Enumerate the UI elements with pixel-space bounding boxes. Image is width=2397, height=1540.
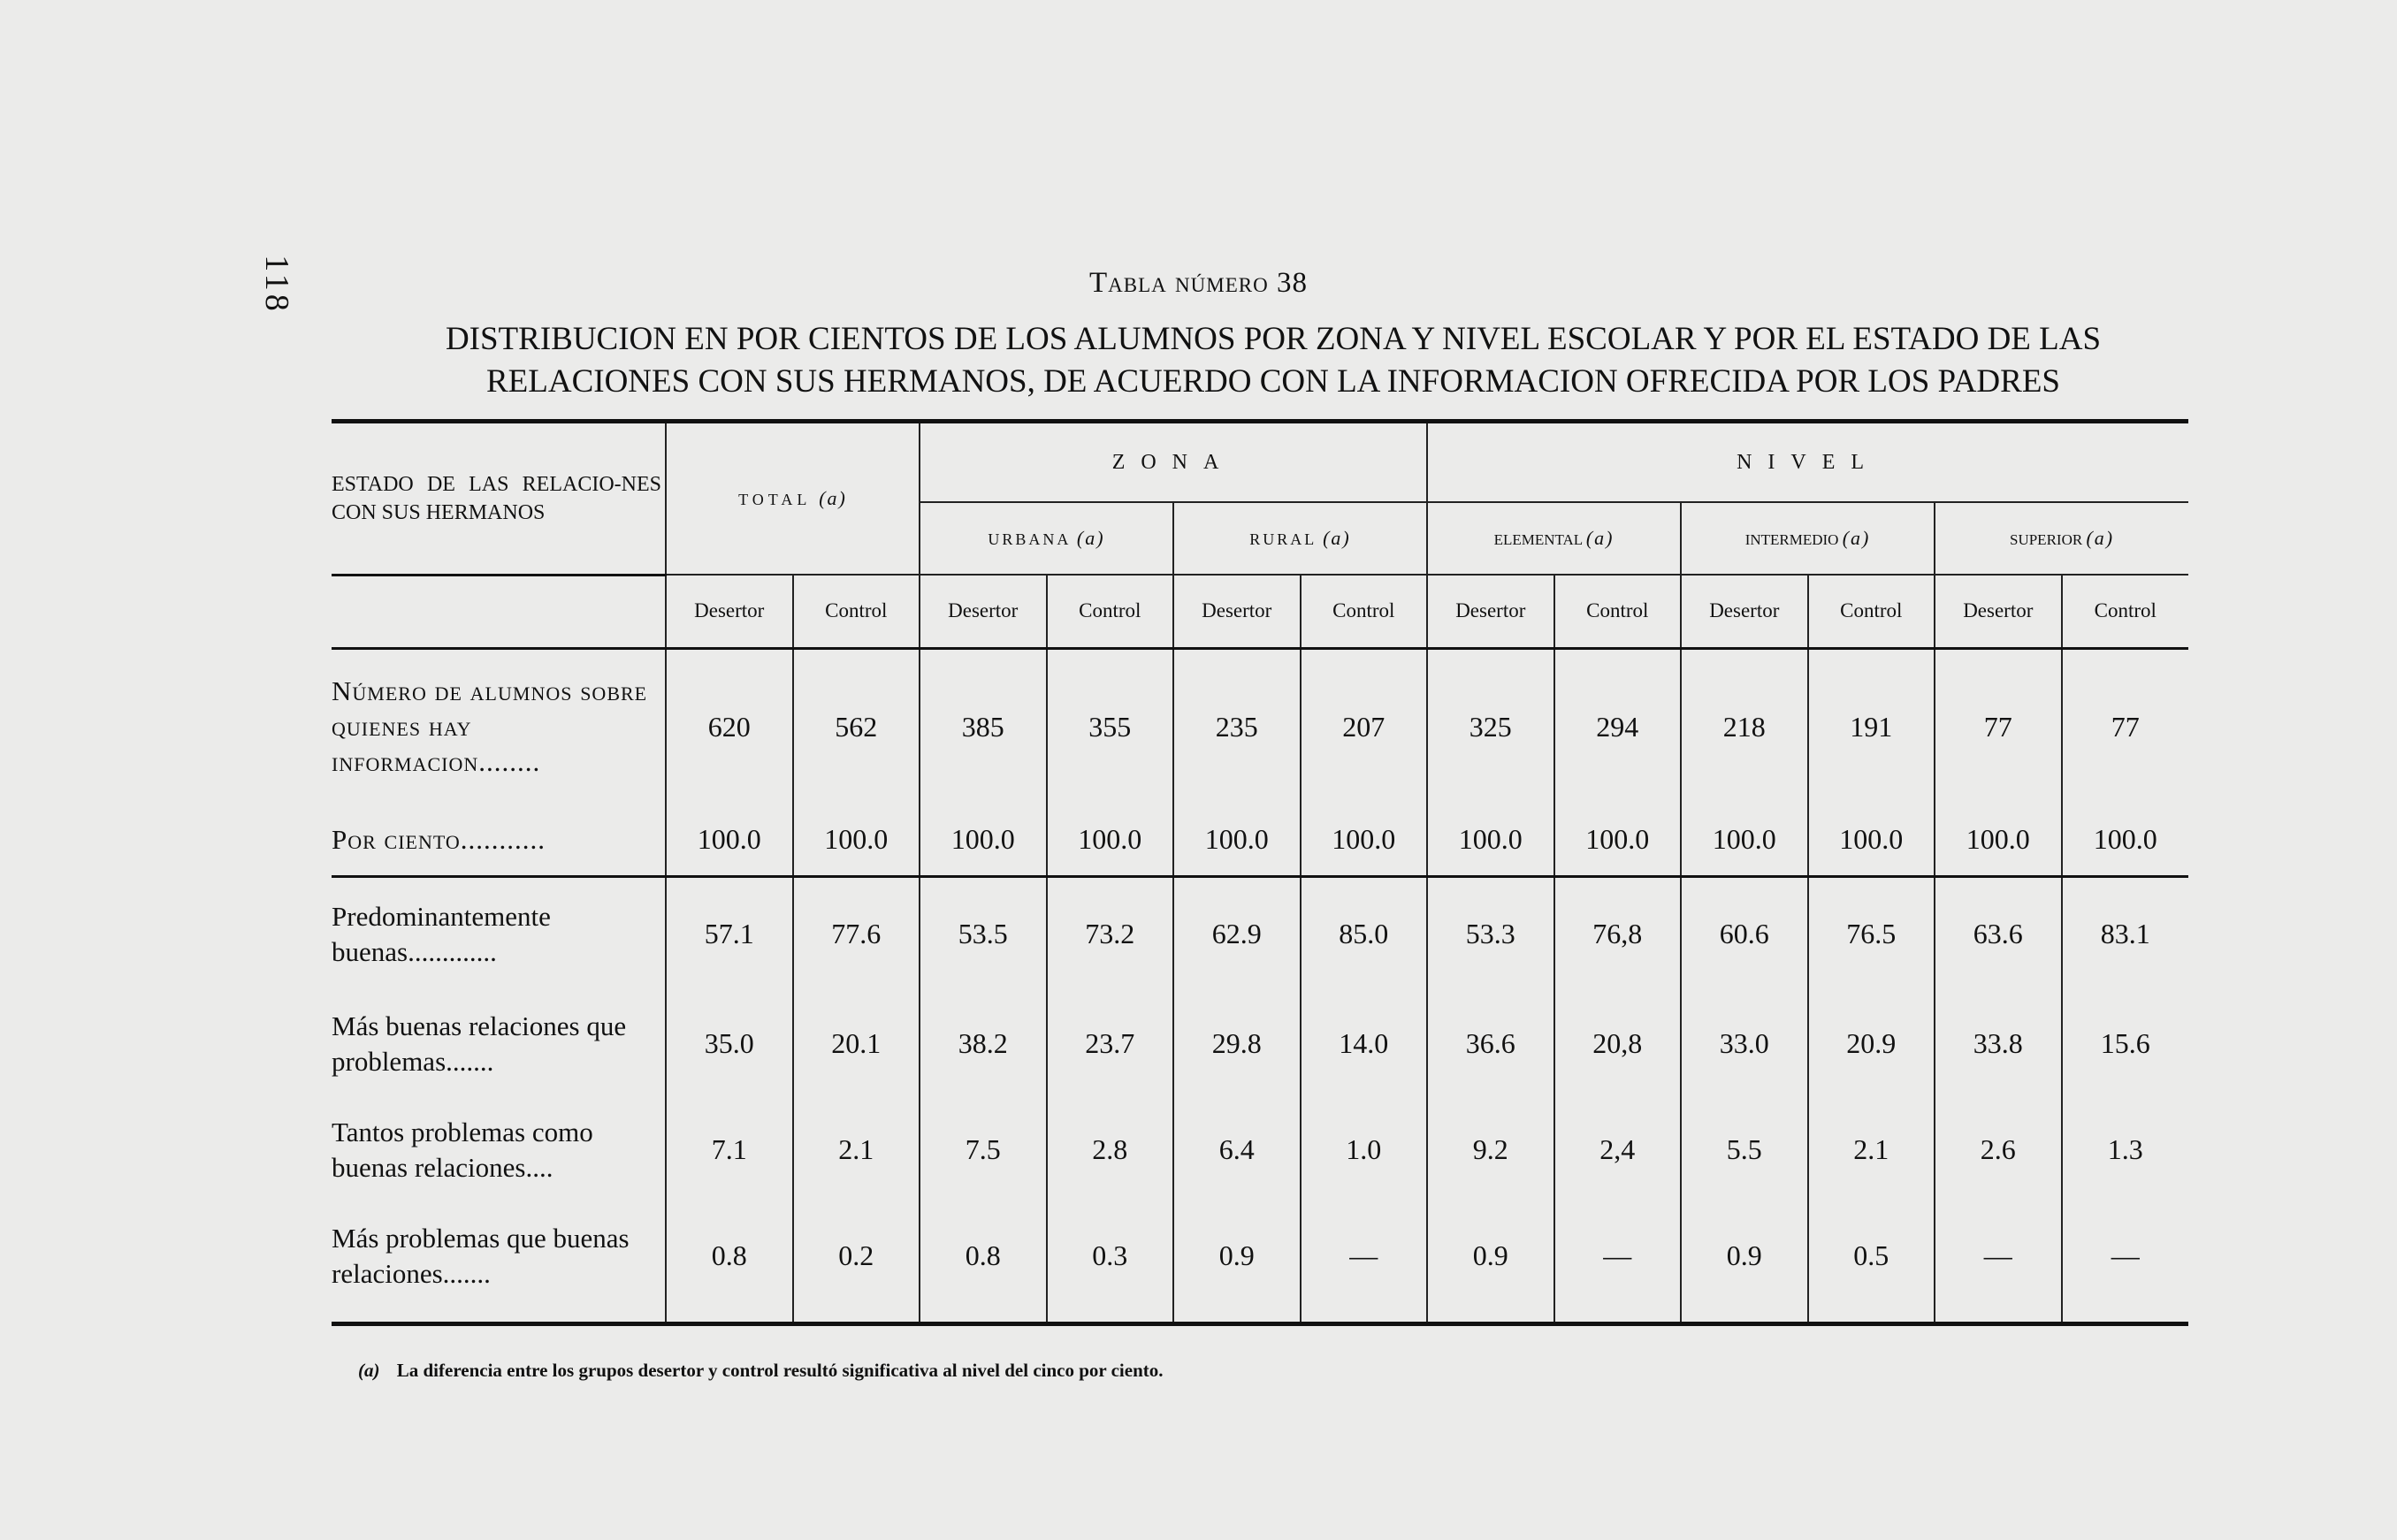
table-cell: 0.9 — [1681, 1203, 1808, 1324]
table-cell: 207 — [1301, 648, 1428, 804]
total-label: TOTAL — [738, 491, 811, 508]
table-cell: 620 — [666, 648, 793, 804]
table-cell: 73.2 — [1047, 876, 1174, 991]
table-cell: 2.6 — [1935, 1097, 2062, 1203]
table-cell: 0.9 — [1427, 1203, 1554, 1324]
zona-header: ZONA — [920, 422, 1427, 503]
row-numero-alumnos — [332, 648, 2188, 804]
table-cell: 100.0 — [1554, 804, 1682, 877]
title-line-1: DISTRIBUCION EN POR CIENTOS DE LOS ALUMNOS POR ZONA Y NIVEL ESCOLAR Y POR EL ESTADO DE LAS — [445, 321, 2102, 357]
footnote-text: La diferencia entre los grupos desertor y control resultó significativa al nivel del cinco por ciento. — [396, 1360, 1164, 1381]
table-cell: 57.1 — [666, 876, 793, 991]
table-cell: 83.1 — [2062, 876, 2189, 991]
table-cell: 2,4 — [1554, 1097, 1682, 1203]
urbana-header — [920, 502, 1173, 575]
table-cell: 62.9 — [1173, 876, 1301, 991]
table-cell: 7.5 — [920, 1097, 1047, 1203]
table-cell: 100.0 — [1808, 804, 1935, 877]
table-number: Tabla número 38 — [1089, 267, 1308, 299]
superior-note-mark: (a) — [2086, 527, 2115, 549]
table-cell: 1.0 — [1301, 1097, 1428, 1203]
table-cell: 218 — [1681, 648, 1808, 804]
table-cell: 9.2 — [1427, 1097, 1554, 1203]
col-total-desertor: Desertor — [666, 575, 793, 648]
table-cell: 0.8 — [920, 1203, 1047, 1324]
stub-column-spacer — [332, 575, 666, 648]
total-header — [666, 422, 920, 576]
table-cell: 33.0 — [1681, 991, 1808, 1097]
table-cell: 235 — [1173, 648, 1301, 804]
row-label: Más problemas que buenas relaciones....... — [332, 1222, 630, 1289]
table-cell: 23.7 — [1047, 991, 1174, 1097]
table-cell: 100.0 — [1301, 804, 1428, 877]
table-cell: 0.3 — [1047, 1203, 1174, 1324]
table-cell: — — [2062, 1203, 2189, 1324]
table-cell: 60.6 — [1681, 876, 1808, 991]
table-cell: 100.0 — [1681, 804, 1808, 877]
table-cell: 100.0 — [1047, 804, 1174, 877]
col-superior-control: Control — [2062, 575, 2189, 648]
row-label: Predominantemente buenas............. — [332, 900, 551, 967]
table-cell: 0.9 — [1173, 1203, 1301, 1324]
table-cell: 0.5 — [1808, 1203, 1935, 1324]
table-cell: — — [1935, 1203, 2062, 1324]
table-cell: 77 — [2062, 648, 2189, 804]
col-intermedio-control: Control — [1808, 575, 1935, 648]
table-cell: 100.0 — [1173, 804, 1301, 877]
col-rural-control: Control — [1301, 575, 1428, 648]
table-cell: 0.2 — [793, 1203, 920, 1324]
row-mas-problemas — [332, 1203, 2188, 1324]
table-cell: 33.8 — [1935, 991, 2062, 1097]
table-cell: 7.1 — [666, 1097, 793, 1203]
table-cell: 53.5 — [920, 876, 1047, 991]
row-tantos-problemas — [332, 1097, 2188, 1203]
row-label: Tantos problemas como buenas relaciones.... — [332, 1116, 593, 1183]
col-rural-desertor: Desertor — [1173, 575, 1301, 648]
table-cell: 14.0 — [1301, 991, 1428, 1097]
data-table — [332, 419, 2188, 1326]
table-cell: 2.1 — [1808, 1097, 1935, 1203]
table-cell: 325 — [1427, 648, 1554, 804]
stub-header: ESTADO DE LAS RELACIO-NES CON SUS HERMANOS — [332, 422, 666, 576]
table-cell: 562 — [793, 648, 920, 804]
intermedio-header — [1681, 502, 1935, 575]
table-cell: 35.0 — [666, 991, 793, 1097]
footnote-mark: (a) — [358, 1360, 380, 1381]
table-cell: 191 — [1808, 648, 1935, 804]
table-cell: 36.6 — [1427, 991, 1554, 1097]
col-urbana-desertor: Desertor — [920, 575, 1047, 648]
table-cell: 2.1 — [793, 1097, 920, 1203]
table-cell: 100.0 — [920, 804, 1047, 877]
table-cell: 1.3 — [2062, 1097, 2189, 1203]
row-label: Por ciento........... — [332, 804, 666, 877]
rural-note-mark: (a) — [1323, 527, 1351, 549]
table-cell: 38.2 — [920, 991, 1047, 1097]
table-cell: 76.5 — [1808, 876, 1935, 991]
table-cell: 20.9 — [1808, 991, 1935, 1097]
intermedio-label: INTERMEDIO — [1744, 531, 1839, 548]
page-number: 118 — [258, 255, 295, 315]
table-cell: 53.3 — [1427, 876, 1554, 991]
table-cell: 20.1 — [793, 991, 920, 1097]
table-cell: 2.8 — [1047, 1097, 1174, 1203]
elemental-header — [1427, 502, 1681, 575]
rural-label: RURAL — [1249, 530, 1317, 548]
table-cell: 385 — [920, 648, 1047, 804]
table-cell: — — [1554, 1203, 1682, 1324]
row-label: Número de alumnos sobre quienes hay informacion........ — [332, 675, 648, 777]
rural-header — [1173, 502, 1427, 575]
table-cell: 5.5 — [1681, 1097, 1808, 1203]
table-cell: 15.6 — [2062, 991, 2189, 1097]
table-cell: 0.8 — [666, 1203, 793, 1324]
total-note-mark: (a) — [819, 487, 847, 509]
table-cell: 29.8 — [1173, 991, 1301, 1097]
table-cell: 77 — [1935, 648, 2062, 804]
row-por-ciento — [332, 804, 2188, 877]
table-cell: 355 — [1047, 648, 1174, 804]
table-cell: 100.0 — [666, 804, 793, 877]
superior-label: SUPERIOR — [2010, 531, 2083, 548]
intermedio-note-mark: (a) — [1842, 527, 1871, 549]
table-cell: 77.6 — [793, 876, 920, 991]
table-cell: 100.0 — [1935, 804, 2062, 877]
col-urbana-control: Control — [1047, 575, 1174, 648]
title-line-2: RELACIONES CON SUS HERMANOS, DE ACUERDO CON LA INFORMACION OFRECIDA POR LOS PADRES — [485, 363, 2061, 400]
col-elemental-desertor: Desertor — [1427, 575, 1554, 648]
col-intermedio-desertor: Desertor — [1681, 575, 1808, 648]
row-label: Más buenas relaciones que problemas....... — [332, 1010, 627, 1077]
table-cell: 100.0 — [2062, 804, 2189, 877]
table-cell: 20,8 — [1554, 991, 1682, 1097]
table-cell: 85.0 — [1301, 876, 1428, 991]
table-cell: 100.0 — [793, 804, 920, 877]
row-predominantemente-buenas — [332, 876, 2188, 991]
table-cell: — — [1301, 1203, 1428, 1324]
elemental-note-mark: (a) — [1585, 527, 1615, 549]
table-cell: 63.6 — [1935, 876, 2062, 991]
row-mas-buenas — [332, 991, 2188, 1097]
table-cell: 6.4 — [1173, 1097, 1301, 1203]
col-superior-desertor: Desertor — [1935, 575, 2062, 648]
table-cell: 76,8 — [1554, 876, 1682, 991]
urbana-label: URBANA — [988, 530, 1071, 548]
col-total-control: Control — [793, 575, 920, 648]
elemental-label: ELEMENTAL — [1493, 531, 1583, 548]
superior-header — [1935, 502, 2188, 575]
urbana-note-mark: (a) — [1076, 527, 1105, 549]
col-elemental-control: Control — [1554, 575, 1682, 648]
footnote — [358, 1360, 1164, 1382]
nivel-header: NIVEL — [1427, 422, 2188, 503]
table-title — [309, 318, 2237, 403]
table-cell: 294 — [1554, 648, 1682, 804]
table-cell: 100.0 — [1427, 804, 1554, 877]
